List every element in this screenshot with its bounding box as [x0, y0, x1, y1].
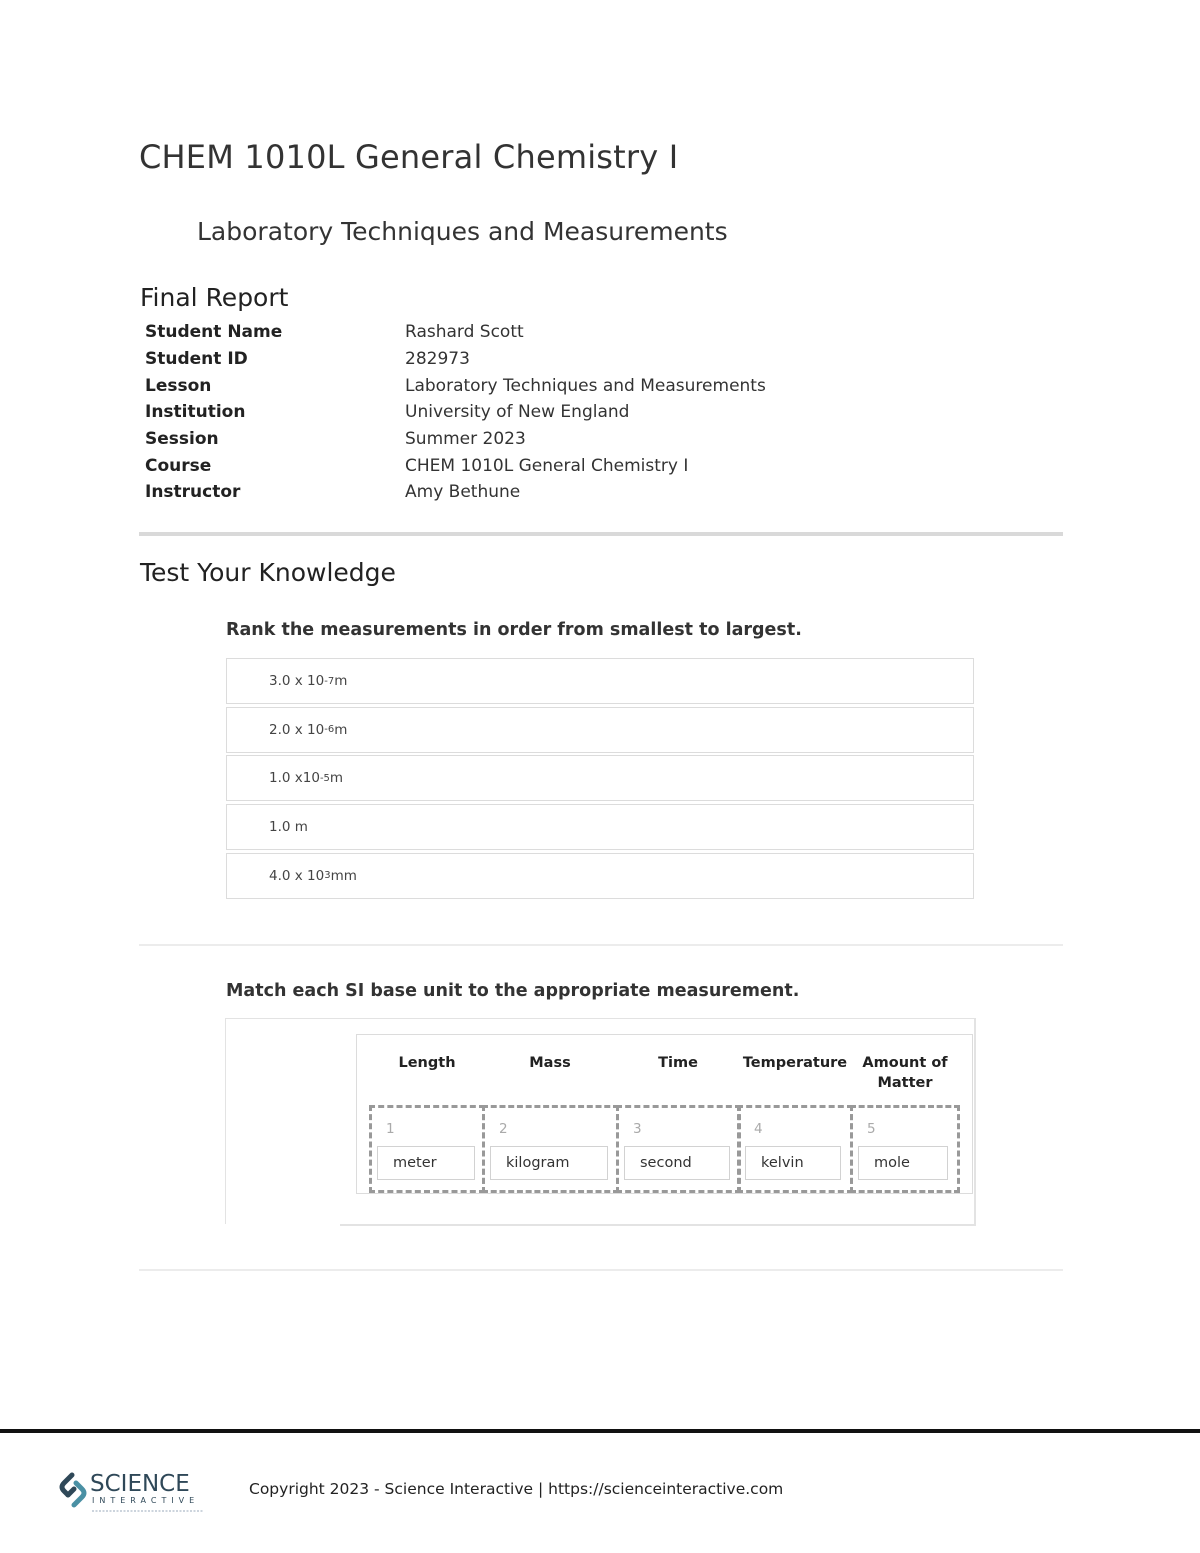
rank-item-base: 2.0 x 10 — [269, 721, 325, 738]
matching-panel-edge — [974, 1018, 976, 1226]
matching-panel-edge — [340, 1224, 976, 1226]
drop-zone-temperature[interactable] — [737, 1105, 853, 1193]
drop-zone-amount-of-matter[interactable] — [850, 1105, 960, 1193]
drop-zone-number: 4 — [754, 1121, 763, 1137]
rank-item-unit: m — [329, 770, 344, 787]
rank-item-base: 4.0 x 10 — [269, 867, 325, 884]
lesson-title: Laboratory Techniques and Measurements — [197, 217, 728, 246]
rank-item-exponent: -5 — [319, 772, 330, 784]
column-heading-length: Length — [398, 1055, 456, 1071]
info-label: Instructor — [145, 482, 241, 503]
rank-item-base: 1.0 x10 — [269, 770, 320, 787]
drop-zone-number: 1 — [386, 1121, 395, 1137]
answer-chip-mole[interactable]: mole — [858, 1146, 948, 1180]
question-divider — [139, 944, 1063, 946]
answer-chip-second[interactable]: second — [624, 1146, 730, 1180]
rank-item-unit: m — [334, 721, 348, 738]
rank-item[interactable] — [226, 853, 974, 899]
logo-subtext: INTERACTIVE — [92, 1496, 200, 1505]
rank-item[interactable] — [226, 755, 974, 801]
info-row-student-id — [145, 346, 766, 373]
info-label: Course — [145, 455, 212, 476]
question-2-prompt: Match each SI base unit to the appropriate measurement. — [226, 981, 800, 1001]
rank-item-base: 3.0 x 10 — [269, 673, 325, 689]
info-row-lesson — [145, 372, 766, 399]
info-value: Summer 2023 — [405, 429, 526, 450]
column-heading-time: Time — [658, 1055, 698, 1071]
column-heading-temperature: Temperature — [742, 1055, 848, 1071]
info-row-institution — [145, 399, 766, 426]
drop-zone-mass[interactable] — [482, 1105, 619, 1193]
section-divider — [139, 532, 1063, 536]
rank-item-exponent: 3 — [324, 870, 331, 882]
info-value: University of New England — [405, 402, 630, 423]
rank-item-exponent: -6 — [324, 724, 335, 736]
info-value: Laboratory Techniques and Measurements — [405, 375, 766, 396]
column-heading-mass: Mass — [529, 1055, 571, 1071]
answer-chip-meter[interactable]: meter — [377, 1146, 475, 1180]
drop-zone-number: 2 — [499, 1121, 508, 1137]
info-label: Lesson — [145, 375, 212, 396]
footer-rule — [0, 1429, 1200, 1433]
info-value: CHEM 1010L General Chemistry I — [405, 455, 689, 476]
info-value: Rashard Scott — [405, 322, 524, 343]
question-1-prompt: Rank the measurements in order from smallest to largest. — [226, 620, 802, 640]
info-row-session — [145, 426, 766, 453]
info-row-instructor — [145, 479, 766, 506]
drop-zone-number: 3 — [633, 1121, 642, 1137]
final-report-heading: Final Report — [140, 283, 289, 312]
logo-text: SCIENCE — [90, 1471, 190, 1497]
drop-zone-time[interactable] — [616, 1105, 741, 1193]
test-your-knowledge-heading: Test Your Knowledge — [140, 558, 396, 587]
rank-item[interactable] — [226, 707, 974, 753]
rank-item-unit: m — [334, 673, 348, 689]
rank-item-exponent: -7 — [324, 675, 335, 687]
drop-zone-length[interactable] — [369, 1105, 485, 1193]
science-interactive-logo — [58, 1469, 208, 1515]
report-info-table — [145, 319, 766, 506]
rank-item[interactable] — [226, 804, 974, 850]
info-label: Student Name — [145, 322, 283, 343]
ranking-list — [226, 658, 974, 901]
info-label: Student ID — [145, 349, 248, 370]
rank-item-base: 1.0 m — [269, 819, 308, 836]
info-row-course — [145, 452, 766, 479]
info-label: Institution — [145, 402, 246, 423]
answer-chip-kilogram[interactable]: kilogram — [490, 1146, 608, 1180]
drop-zone-number: 5 — [867, 1121, 876, 1137]
answer-chip-kelvin[interactable]: kelvin — [745, 1146, 841, 1180]
info-row-student-name — [145, 319, 766, 346]
info-label: Session — [145, 429, 219, 450]
rank-item[interactable] — [226, 658, 974, 704]
logo-mark-icon — [58, 1469, 208, 1515]
info-value: 282973 — [405, 349, 470, 370]
question-divider — [139, 1269, 1063, 1271]
info-value: Amy Bethune — [405, 482, 521, 503]
copyright-text: Copyright 2023 - Science Interactive | https://scienceinteractive.com — [249, 1480, 784, 1498]
course-title: CHEM 1010L General Chemistry I — [139, 138, 679, 176]
column-heading-amount-of-matter: Amount of Matter — [862, 1055, 948, 1091]
rank-item-unit: mm — [330, 867, 357, 884]
